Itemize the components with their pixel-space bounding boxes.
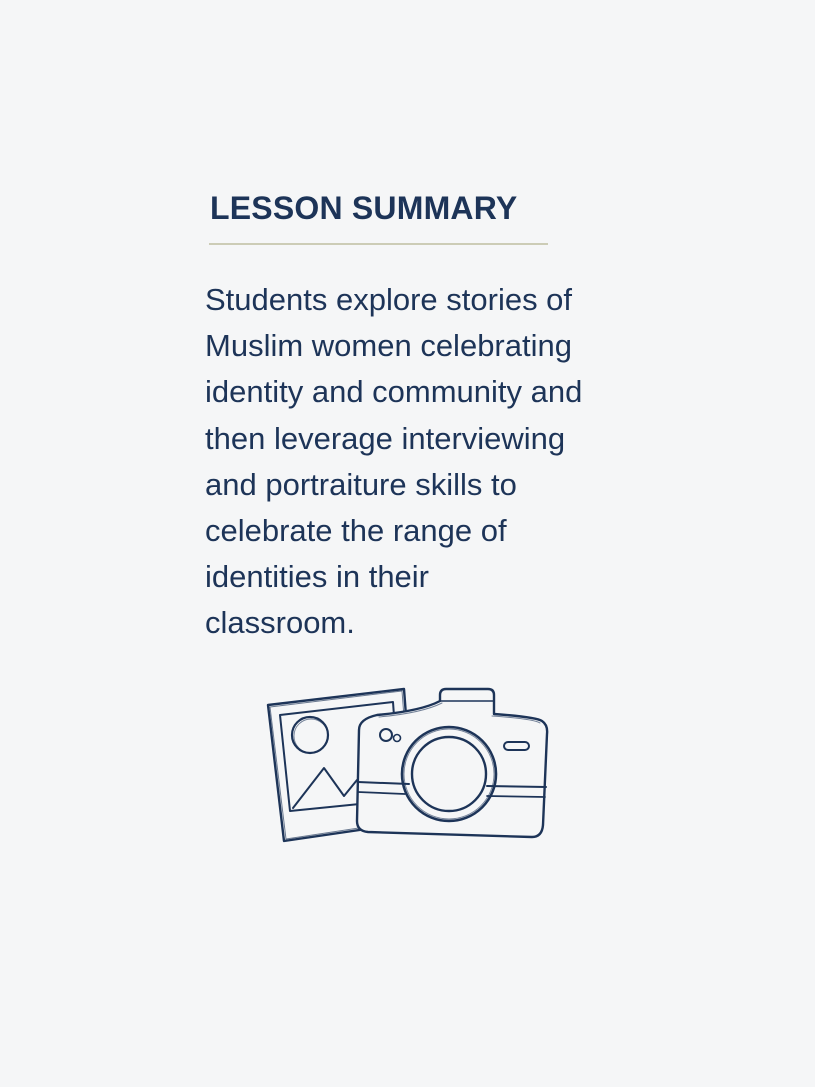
summary-line: Students explore stories of (205, 282, 573, 317)
summary-line: identity and community and (205, 374, 583, 410)
camera-icon (357, 689, 547, 837)
illustration-svg (266, 684, 550, 846)
summary-line: classroom. (205, 605, 355, 641)
summary-line: celebrate the range of (205, 513, 507, 549)
heading-divider (209, 243, 548, 245)
lesson-summary-heading: LESSON SUMMARY (210, 190, 518, 226)
summary-line: Muslim women celebrating (205, 328, 572, 364)
summary-line: and portraiture skills to (205, 466, 517, 502)
photo-camera-illustration (266, 684, 550, 846)
summary-line: identities in their (205, 559, 430, 595)
lesson-summary-text (205, 277, 645, 647)
summary-line: then leverage interviewing (205, 420, 566, 456)
